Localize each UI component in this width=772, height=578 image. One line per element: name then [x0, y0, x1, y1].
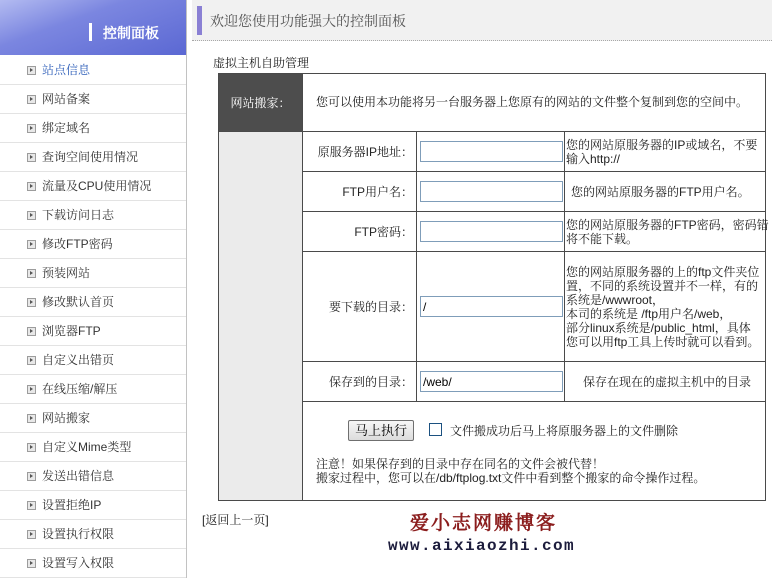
- sidebar-item-download-access-log[interactable]: [0, 201, 186, 230]
- sidebar-item-online-compress[interactable]: [0, 375, 186, 404]
- ftp-password-row: [303, 212, 769, 252]
- description-line: 部分linux系统是/public_html，具体: [566, 320, 751, 335]
- description-line: 将不能下载。: [566, 231, 639, 246]
- back-link[interactable]: [返回上一页]: [202, 513, 269, 527]
- ftp-username-description: [565, 172, 765, 211]
- sidebar-item-space-usage[interactable]: [0, 143, 186, 172]
- sidebar-item-site-migration[interactable]: [0, 404, 186, 433]
- download-directory-cell: [417, 252, 565, 361]
- description-line: 您可以用ftp工具上传时就可以看到。: [566, 334, 760, 349]
- sidebar-item-label: 发送出错信息: [42, 469, 115, 483]
- sidebar-item-execute-permission[interactable]: [0, 520, 186, 549]
- section-title: 虚拟主机自助管理: [213, 56, 310, 70]
- sidebar-item-label: 绑定域名: [42, 121, 91, 135]
- sidebar-item-change-ftp-password[interactable]: [0, 230, 186, 259]
- save-directory-label: 保存到的目录：: [303, 362, 417, 401]
- menu-bullet-icon: [27, 327, 36, 336]
- menu-bullet-icon: [27, 269, 36, 278]
- sidebar-item-label: 设置执行权限: [42, 527, 115, 541]
- ftp-password-description: [565, 212, 769, 251]
- sidebar-item-deny-ip[interactable]: [0, 491, 186, 520]
- sidebar-item-label: 设置拒绝IP: [42, 498, 102, 512]
- ftp-username-input[interactable]: [420, 181, 563, 202]
- watermark-url: www.aixiaozhi.com: [388, 537, 576, 555]
- sidebar-item-label: 网站搬家: [42, 411, 91, 425]
- panel-intro: 您可以使用本功能将另一台服务器上您原有的网站的文件整个复制到您的空间中。: [316, 95, 749, 109]
- sidebar-item-label: 流量及CPU使用情况: [42, 179, 152, 193]
- menu-bullet-icon: [27, 211, 36, 220]
- action-row: [303, 402, 765, 500]
- delete-source-checkbox[interactable]: [429, 423, 442, 436]
- description-line: 您的网站原服务器的IP或域名，不要: [566, 137, 758, 152]
- sidebar-item-label: 修改默认首页: [42, 295, 115, 309]
- menu-bullet-icon: [27, 124, 36, 133]
- sidebar-title: 控制面板: [103, 25, 159, 41]
- source-ip-row: [303, 132, 765, 172]
- save-directory-cell: [417, 362, 565, 401]
- ftp-username-row: [303, 172, 765, 212]
- overwrite-warning: 注意！如果保存到的目录中存在同名的文件会被代替！: [316, 457, 605, 471]
- menu-bullet-icon: [27, 559, 36, 568]
- sidebar-item-label: 网站备案: [42, 92, 91, 106]
- save-directory-description: [565, 362, 765, 401]
- migration-form: [303, 132, 769, 500]
- ftp-password-input[interactable]: [420, 221, 563, 242]
- ftp-username-label: FTP用户名：: [303, 172, 417, 211]
- menu-bullet-icon: [27, 95, 36, 104]
- menu-bullet-icon: [27, 443, 36, 452]
- sidebar: [0, 0, 187, 578]
- ftp-password-label: FTP密码：: [303, 212, 417, 251]
- sidebar-item-site-info[interactable]: [0, 56, 186, 85]
- description-line: 置，不同的系统设置并不一样，有的: [566, 278, 759, 293]
- log-hint: 搬家过程中，您可以在/db/ftplog.txt文件中看到整个搬家的命令操作过程。: [316, 471, 706, 485]
- sidebar-item-label: 设置写入权限: [42, 556, 115, 570]
- sidebar-header: [0, 0, 186, 55]
- menu-bullet-icon: [27, 385, 36, 394]
- sidebar-item-custom-error-page[interactable]: [0, 346, 186, 375]
- description-line: 您的网站原服务器的FTP密码，密码错: [566, 217, 769, 232]
- sidebar-item-site-filing[interactable]: [0, 85, 186, 114]
- panel-side-column: [219, 132, 303, 500]
- sidebar-item-label: 查询空间使用情况: [42, 150, 139, 164]
- sidebar-item-label: 预装网站: [42, 266, 91, 280]
- menu-bullet-icon: [27, 356, 36, 365]
- sidebar-item-label: 自定义Mime类型: [42, 440, 132, 454]
- sidebar-item-send-error-info[interactable]: [0, 462, 186, 491]
- sidebar-item-custom-mime-types[interactable]: [0, 433, 186, 462]
- description-line: 您的网站原服务器的上的ftp文件夹位: [566, 264, 760, 279]
- menu-bullet-icon: [27, 298, 36, 307]
- panel-intro-row: [219, 74, 765, 132]
- download-directory-row: [303, 252, 765, 362]
- menu-bullet-icon: [27, 414, 36, 423]
- sidebar-item-label: 站点信息: [42, 63, 91, 77]
- sidebar-item-label: 在线压缩/解压: [42, 382, 118, 396]
- menu-bullet-icon: [27, 153, 36, 162]
- panel-label: 网站搬家：: [219, 74, 303, 131]
- sidebar-title-mark: [89, 23, 92, 41]
- description-line: 系统是/wwwroot，: [566, 292, 665, 307]
- header-accent-bar: [197, 6, 202, 35]
- ftp-password-cell: [417, 212, 565, 251]
- download-directory-input[interactable]: [420, 296, 563, 317]
- sidebar-item-write-permission[interactable]: [0, 549, 186, 578]
- save-directory-input[interactable]: [420, 371, 563, 392]
- migration-panel: [218, 73, 769, 501]
- ftp-username-cell: [417, 172, 565, 211]
- sidebar-item-label: 浏览器FTP: [42, 324, 101, 338]
- sidebar-item-preinstall-site[interactable]: [0, 259, 186, 288]
- sidebar-item-label: 修改FTP密码: [42, 237, 113, 251]
- menu-bullet-icon: [27, 240, 36, 249]
- sidebar-menu: [0, 56, 186, 578]
- run-migration-button[interactable]: 马上执行: [348, 420, 414, 441]
- sidebar-item-traffic-cpu-usage[interactable]: [0, 172, 186, 201]
- sidebar-item-label: 下载访问日志: [42, 208, 115, 222]
- delete-source-label: 文件搬成功后马上将原服务器上的文件删除: [450, 424, 679, 438]
- watermark-title: 爱小志网赚博客: [410, 513, 558, 534]
- page-header: [192, 0, 772, 41]
- source-ip-label: 原服务器IP地址：: [303, 132, 417, 171]
- menu-bullet-icon: [27, 66, 36, 75]
- description-line: 保存在现在的虚拟主机中的目录: [583, 374, 752, 389]
- source-ip-description: [565, 132, 765, 171]
- source-ip-cell: [417, 132, 565, 171]
- page-title: 欢迎您使用功能强大的控制面板: [210, 13, 406, 29]
- description-line: 您的网站原服务器的FTP用户名。: [571, 184, 750, 199]
- download-directory-label: 要下载的目录：: [303, 252, 417, 361]
- description-line: 本司的系统是 /ftp用户名/web，: [566, 306, 732, 321]
- menu-bullet-icon: [27, 530, 36, 539]
- save-directory-row: [303, 362, 765, 402]
- menu-bullet-icon: [27, 501, 36, 510]
- sidebar-item-browser-ftp[interactable]: [0, 317, 186, 346]
- menu-bullet-icon: [27, 472, 36, 481]
- source-ip-input[interactable]: [420, 141, 563, 162]
- sidebar-item-bind-domain[interactable]: [0, 114, 186, 143]
- sidebar-item-label: 自定义出错页: [42, 353, 115, 367]
- download-directory-description: [565, 252, 765, 361]
- menu-bullet-icon: [27, 182, 36, 191]
- description-line: 输入http://: [566, 151, 621, 166]
- sidebar-item-change-default-page[interactable]: [0, 288, 186, 317]
